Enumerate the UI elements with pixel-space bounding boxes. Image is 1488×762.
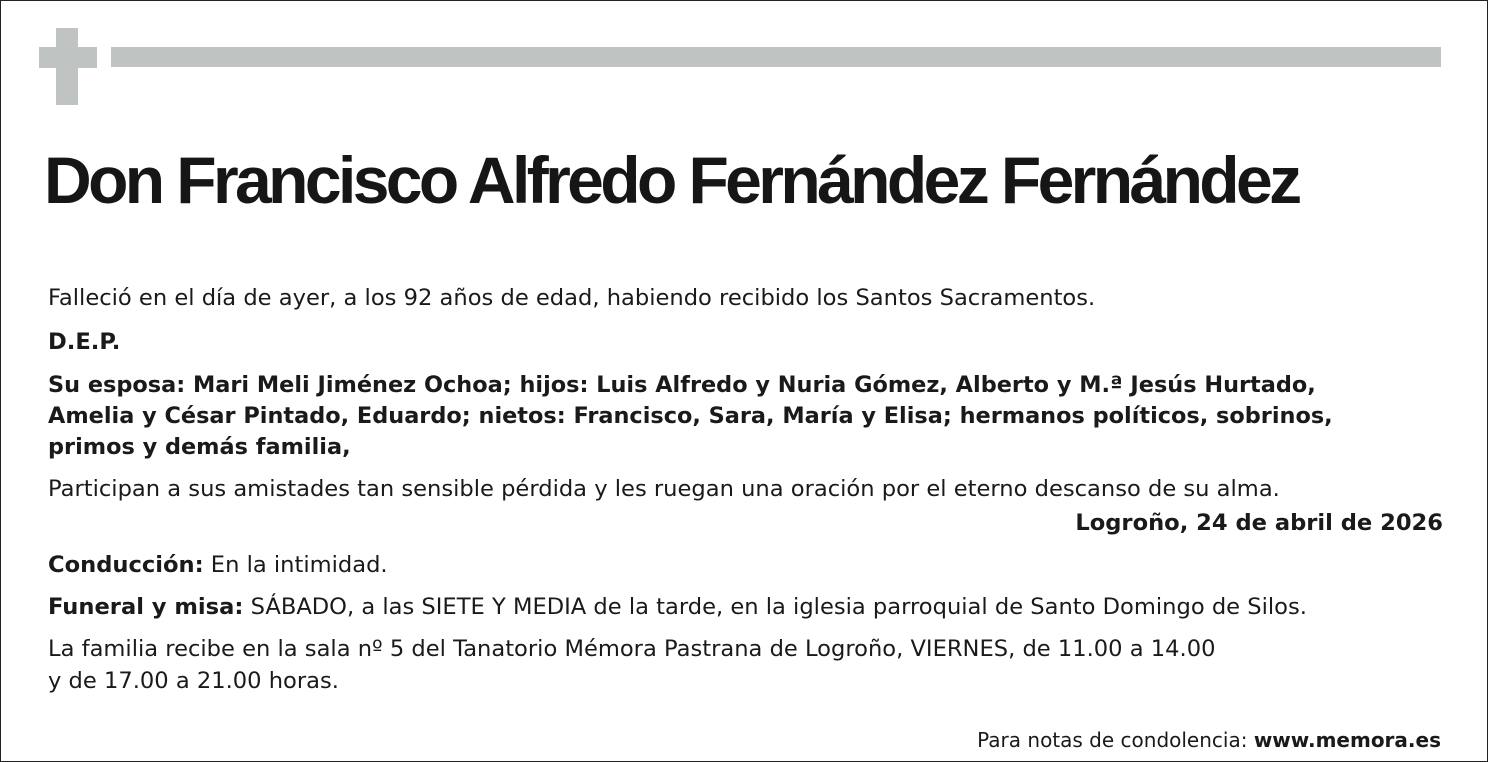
- condolence-url[interactable]: www.memora.es: [1253, 728, 1441, 752]
- conduccion-line: [48, 549, 1443, 581]
- notice-body: [48, 282, 1443, 697]
- conduccion-value: En la intimidad.: [203, 552, 388, 578]
- funeral-label: Funeral y misa:: [48, 594, 244, 620]
- funeral-value: SÁBADO, a las SIETE Y MEDIA de la tarde, en la iglesia parroquial de Santo Domingo de Silos.: [243, 594, 1307, 620]
- condolence-label: Para notas de condolencia:: [977, 728, 1254, 752]
- reception-info: [48, 633, 1443, 697]
- family-line-3: primos y demás familia,: [48, 434, 351, 460]
- participation-text: Participan a sus amistades tan sensible pérdida y les ruegan una oración por el eterno descanso de su alma.: [48, 476, 1280, 502]
- funeral-line: [48, 591, 1443, 623]
- header-rule: [111, 47, 1441, 67]
- condolence-footer: [977, 726, 1441, 754]
- conduccion-label: Conducción:: [48, 552, 204, 578]
- dep-line: D.E.P.: [48, 329, 121, 355]
- reception-line-1: La familia recibe en la sala nº 5 del Tanatorio Mémora Pastrana de Logroño, VIERNES, de 11.00 a 14.00: [48, 636, 1216, 662]
- death-announcement: Falleció en el día de ayer, a los 92 años de edad, habiendo recibido los Santos Sacramentos.: [48, 285, 1096, 311]
- reception-line-2: y de 17.00 a 21.00 horas.: [48, 668, 339, 694]
- place-date: Logroño, 24 de abril de 2026: [1075, 510, 1443, 536]
- deceased-name: Don Francisco Alfredo Fernández Fernández: [44, 143, 1299, 217]
- latin-cross-icon: [39, 28, 97, 105]
- family-line-1: Su esposa: Mari Meli Jiménez Ochoa; hijos: Luis Alfredo y Nuria Gómez, Alberto y M.ª Jesús Hurtado,: [48, 372, 1316, 398]
- family-list: [48, 370, 1443, 463]
- family-line-2: Amelia y César Pintado, Eduardo; nietos: Francisco, Sara, María y Elisa; hermanos políticos, sobrinos,: [48, 403, 1333, 429]
- cross-horizontal-beam: [39, 47, 97, 68]
